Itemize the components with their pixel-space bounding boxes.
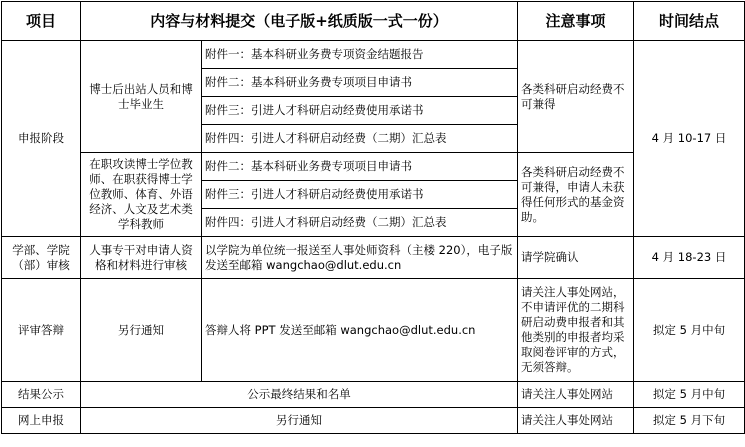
schedule-table: [1, 1, 745, 434]
header-project: 项目: [2, 2, 81, 41]
review-note: 请学院确认: [518, 237, 634, 279]
doc-item: 附件三：引进人才科研启动经费使用承诺书: [202, 181, 518, 209]
doc-item: 附件一：基本科研业务费专项资金结题报告: [202, 41, 518, 69]
table-row: [2, 237, 745, 279]
review-time: 4 月 18-23 日: [634, 237, 745, 279]
doc-item: 附件四：引进人才科研启动经费（二期）汇总表: [202, 209, 518, 237]
stage-review: 学部、学院（部）审核: [2, 237, 81, 279]
stage-online: 网上申报: [2, 408, 81, 434]
note-postdoc: 各类科研启动经费不可兼得: [518, 41, 634, 153]
defense-note: 请关注人事处网站，不申请评优的二期科研启动费申报者和其他类别的申报者均采取阅卷评审的方式，无须答辩。: [518, 279, 634, 382]
header-notes: 注意事项: [518, 2, 634, 41]
group-staff: 在职攻读博士学位教师、在职获得博士学位教师、体育、外语经济、人文及艺术类学科教师: [81, 153, 202, 237]
online-note: 请关注人事处网站: [518, 408, 634, 434]
table-row: [2, 382, 745, 408]
stage-publicity: 结果公示: [2, 382, 81, 408]
header-row: [2, 2, 745, 41]
doc-item: 附件二：基本科研业务费专项项目申请书: [202, 69, 518, 97]
online-what: 另行通知: [81, 408, 518, 434]
note-staff: 各类科研启动经费不可兼得，申请人未获得任何形式的基金资助。: [518, 153, 634, 237]
group-postdoc: 博士后出站人员和博士毕业生: [81, 41, 202, 153]
table-row: [2, 279, 745, 382]
stage-defense: 评审答辩: [2, 279, 81, 382]
header-time: 时间结点: [634, 2, 745, 41]
stage-apply: 申报阶段: [2, 41, 81, 237]
review-what: 以学院为单位统一报送至人事处师资科（主楼 220），电子版发送至邮箱 wangchao@dlut.edu.cn: [202, 237, 518, 279]
review-who: 人事专干对申请人资格和材料进行审核: [81, 237, 202, 279]
header-content: 内容与材料提交（电子版+纸质版一式一份）: [81, 2, 518, 41]
table-row: [2, 408, 745, 434]
defense-who: 另行通知: [81, 279, 202, 382]
time-apply: 4 月 10-17 日: [634, 41, 745, 237]
publicity-note: 请关注人事处网站: [518, 382, 634, 408]
publicity-what: 公示最终结果和名单: [81, 382, 518, 408]
doc-item: 附件三：引进人才科研启动经费使用承诺书: [202, 97, 518, 125]
table-row: [2, 153, 745, 181]
defense-time: 拟定 5 月中旬: [634, 279, 745, 382]
doc-item: 附件四：引进人才科研启动经费（二期）汇总表: [202, 125, 518, 153]
table-row: [2, 41, 745, 69]
publicity-time: 拟定 5 月中旬: [634, 382, 745, 408]
online-time: 拟定 5 月下旬: [634, 408, 745, 434]
defense-what: 答辩人将 PPT 发送至邮箱 wangchao@dlut.edu.cn: [202, 279, 518, 382]
doc-item: 附件二：基本科研业务费专项项目申请书: [202, 153, 518, 181]
